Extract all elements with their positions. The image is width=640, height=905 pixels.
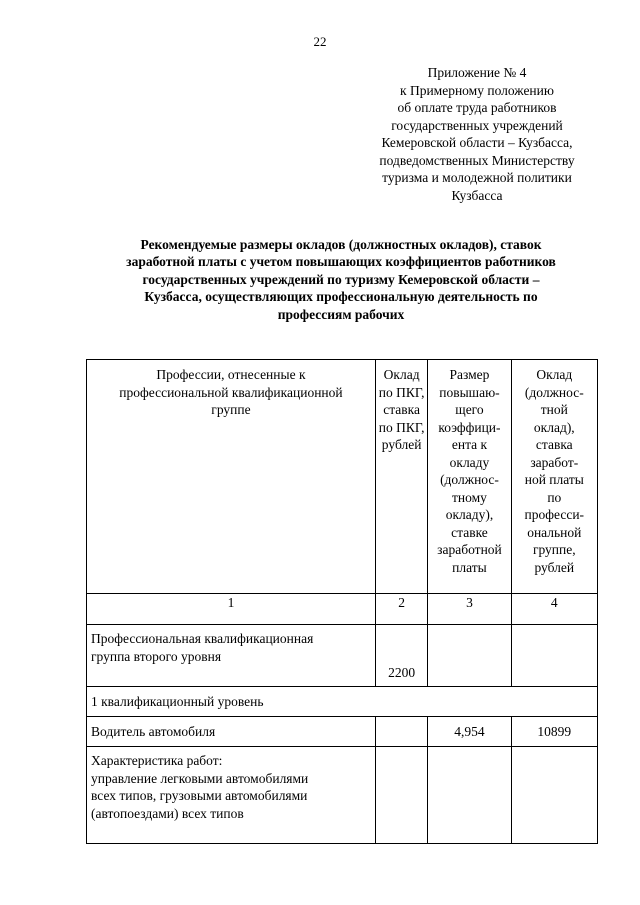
- empty-cell: [511, 625, 597, 687]
- table-row: [87, 747, 598, 844]
- empty-cell: [511, 747, 597, 844]
- salary-value: 10899: [511, 717, 597, 747]
- title-line: Кузбасса, осуществляющих профессиональную деятельность по: [144, 289, 538, 305]
- column-number-row: [87, 594, 598, 625]
- title-line: заработной платы с учетом повышающих коэффициентов работников: [126, 254, 556, 270]
- title-line: Рекомендуемые размеры окладов (должностных окладов), ставок: [140, 237, 542, 252]
- column-number: 4: [511, 594, 597, 625]
- header-profession: Профессии, отнесенные к профессиональной квалификационной группе: [87, 360, 376, 594]
- appendix-line: государственных учреждений: [391, 117, 563, 133]
- document-title: [86, 236, 596, 323]
- header-base-salary: Оклад по ПКГ, ставка по ПКГ, рублей: [375, 360, 427, 594]
- appendix-line: к Примерному положению: [400, 82, 554, 98]
- appendix-header: [362, 64, 592, 204]
- appendix-line: подведомственных Министерству: [379, 152, 575, 168]
- column-number: 3: [428, 594, 511, 625]
- header-coefficient: Размер повышаю- щего коэффици- ента к окладу (должнос- тному окладу), ставке заработной платы: [428, 360, 511, 594]
- appendix-line: Приложение № 4: [427, 65, 527, 80]
- column-number: 2: [375, 594, 427, 625]
- appendix-line: Кузбасса: [451, 187, 503, 203]
- salary-table: [86, 359, 598, 844]
- title-line: профессиям рабочих: [277, 306, 405, 322]
- group-name: Профессиональная квалификационная группа второго уровня: [87, 625, 376, 687]
- appendix-line: об оплате труда работников: [397, 100, 557, 115]
- appendix-line: туризма и молодежной политики: [382, 170, 572, 185]
- profession-name: Водитель автомобиля: [87, 717, 376, 747]
- table-header-row: [87, 360, 598, 594]
- empty-cell: [375, 717, 427, 747]
- group-salary: 2200: [375, 625, 427, 687]
- coefficient-value: 4,954: [428, 717, 511, 747]
- empty-cell: [375, 747, 427, 844]
- table-row: [87, 625, 598, 687]
- header-final-salary: Оклад (должнос- тной оклад), ставка заработ- ной платы по професси- ональной группе, рублей: [511, 360, 597, 594]
- table-row: [87, 717, 598, 747]
- empty-cell: [428, 625, 511, 687]
- empty-cell: [428, 747, 511, 844]
- page-number: 22: [313, 34, 327, 49]
- appendix-line: Кемеровской области – Кузбасса,: [381, 135, 573, 150]
- column-number: 1: [87, 594, 376, 625]
- work-characteristic: Характеристика работ: управление легковыми автомобилями всех типов, грузовыми автомобилями (автопоездами) всех типов: [87, 747, 376, 844]
- table-row: [87, 687, 598, 717]
- title-line: государственных учреждений по туризму Кемеровской области –: [142, 271, 540, 287]
- qualification-level: 1 квалификационный уровень: [87, 687, 598, 717]
